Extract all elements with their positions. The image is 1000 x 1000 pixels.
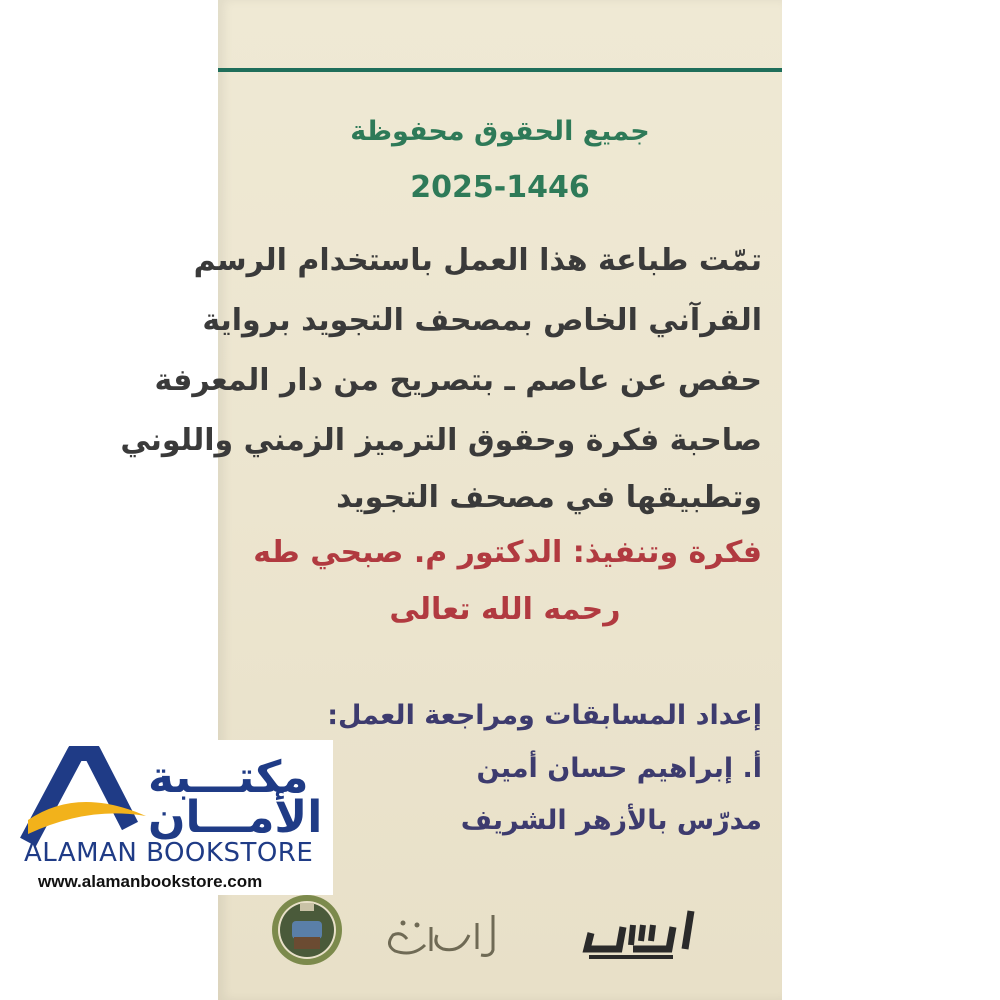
body-line-5: وتطبيقها في مصحف التجويد bbox=[336, 480, 762, 515]
top-divider bbox=[218, 68, 782, 72]
publication-year: 2025-1446 bbox=[410, 170, 590, 205]
body-line-2: القرآني الخاص بمصحف التجويد برواية bbox=[202, 303, 762, 338]
reviewer-name: أ. إبراهيم حسان أمين bbox=[476, 753, 762, 784]
rights-reserved-heading: جميع الحقوق محفوظة bbox=[350, 116, 650, 147]
watermark-arabic-line-1: مكتـــبة bbox=[148, 752, 309, 803]
dar-almarifa-logo bbox=[373, 905, 508, 965]
review-title: إعداد المسابقات ومراجعة العمل: bbox=[327, 700, 762, 731]
azhar-seal-logo bbox=[270, 893, 344, 967]
body-line-3: حفص عن عاصم ـ بتصريح من دار المعرفة bbox=[154, 363, 762, 398]
memorial-line: رحمه الله تعالى bbox=[389, 592, 621, 627]
alaman-a-logo-icon bbox=[18, 746, 148, 846]
watermark-english-name: ALAMAN BOOKSTORE bbox=[24, 838, 314, 868]
body-line-4: صاحبة فكرة وحقوق الترميز الزمني واللوني bbox=[120, 423, 762, 458]
idea-credit: فكرة وتنفيذ: الدكتور م. صبحي طه bbox=[253, 535, 762, 570]
body-line-1: تمّت طباعة هذا العمل باستخدام الرسم bbox=[193, 243, 762, 278]
watermark-url: www.alamanbookstore.com bbox=[38, 872, 263, 891]
watermark-arabic-line-2: الأمـــان bbox=[148, 792, 323, 843]
irshad-logo bbox=[573, 905, 708, 965]
reviewer-role: مدرّس بالأزهر الشريف bbox=[460, 805, 762, 836]
